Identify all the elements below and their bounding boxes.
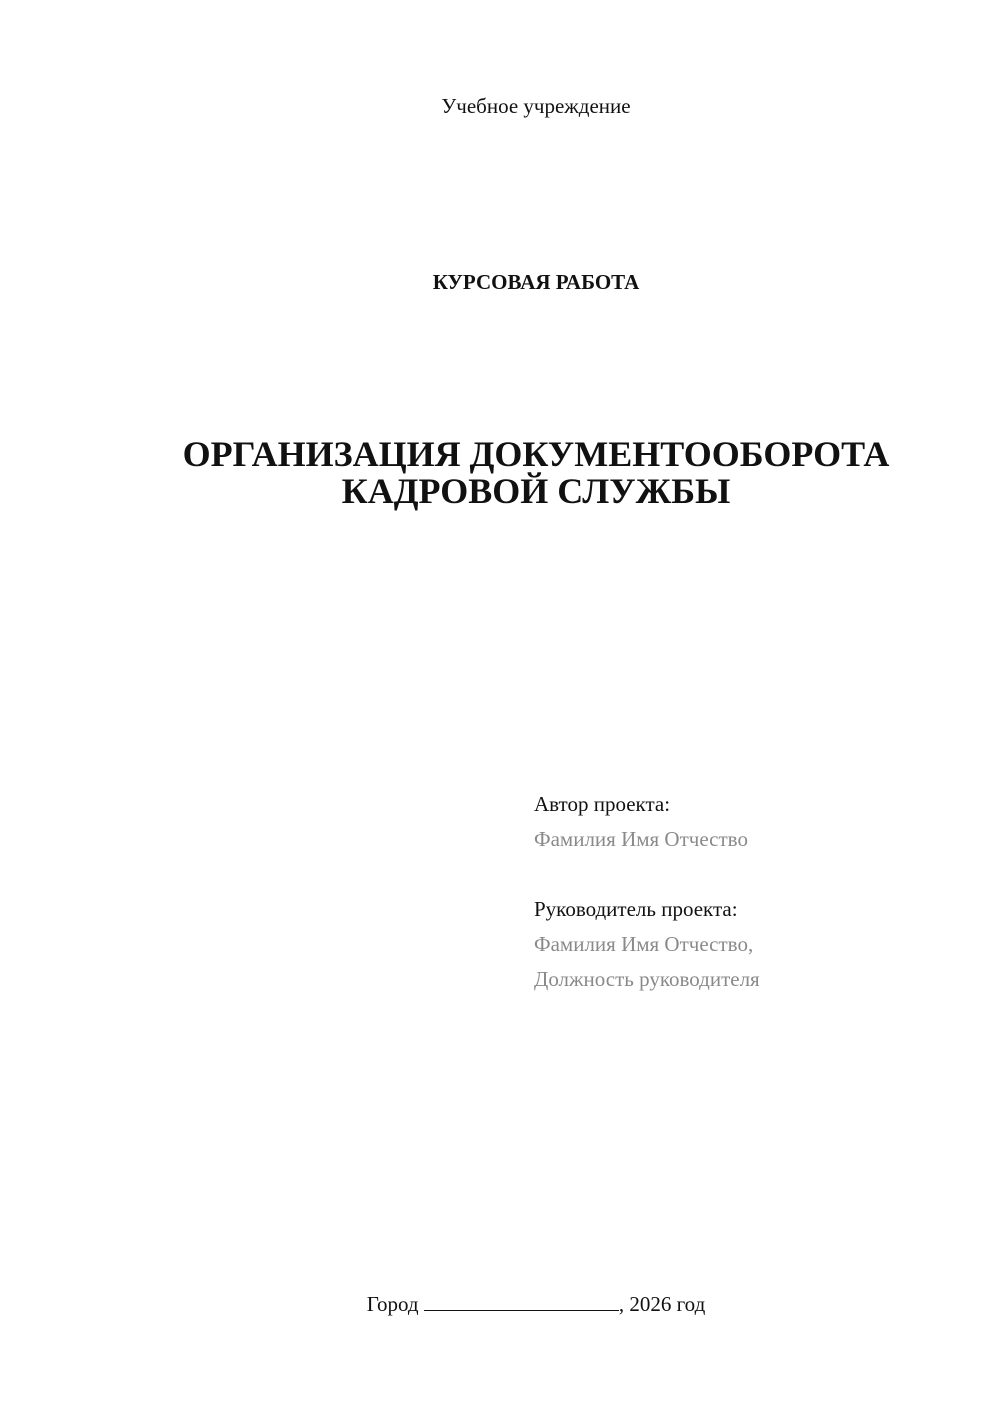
document-title [0,436,1000,510]
supervisor-position: Должность руководителя [534,967,760,991]
city-label: Город [366,1292,419,1316]
author-name: Фамилия Имя Отчество [534,827,748,851]
document-title-line-1: ОРГАНИЗАЦИЯ ДОКУМЕНТООБОРОТА [182,434,890,474]
author-label: Автор проекта: [534,792,671,816]
city-blank-line [424,1290,619,1311]
work-type-heading: КУРСОВАЯ РАБОТА [432,270,640,294]
year-text: , 2026 год [618,1292,706,1316]
city-year-line [0,1290,1000,1318]
project-info-block [534,787,760,997]
supervisor-label: Руководитель проекта: [534,897,738,921]
supervisor-name: Фамилия Имя Отчество, [534,932,754,956]
spacer [534,857,760,892]
document-title-line-2: КАДРОВОЙ СЛУЖБЫ [341,471,731,511]
institution-name: Учебное учреждение [441,94,631,118]
